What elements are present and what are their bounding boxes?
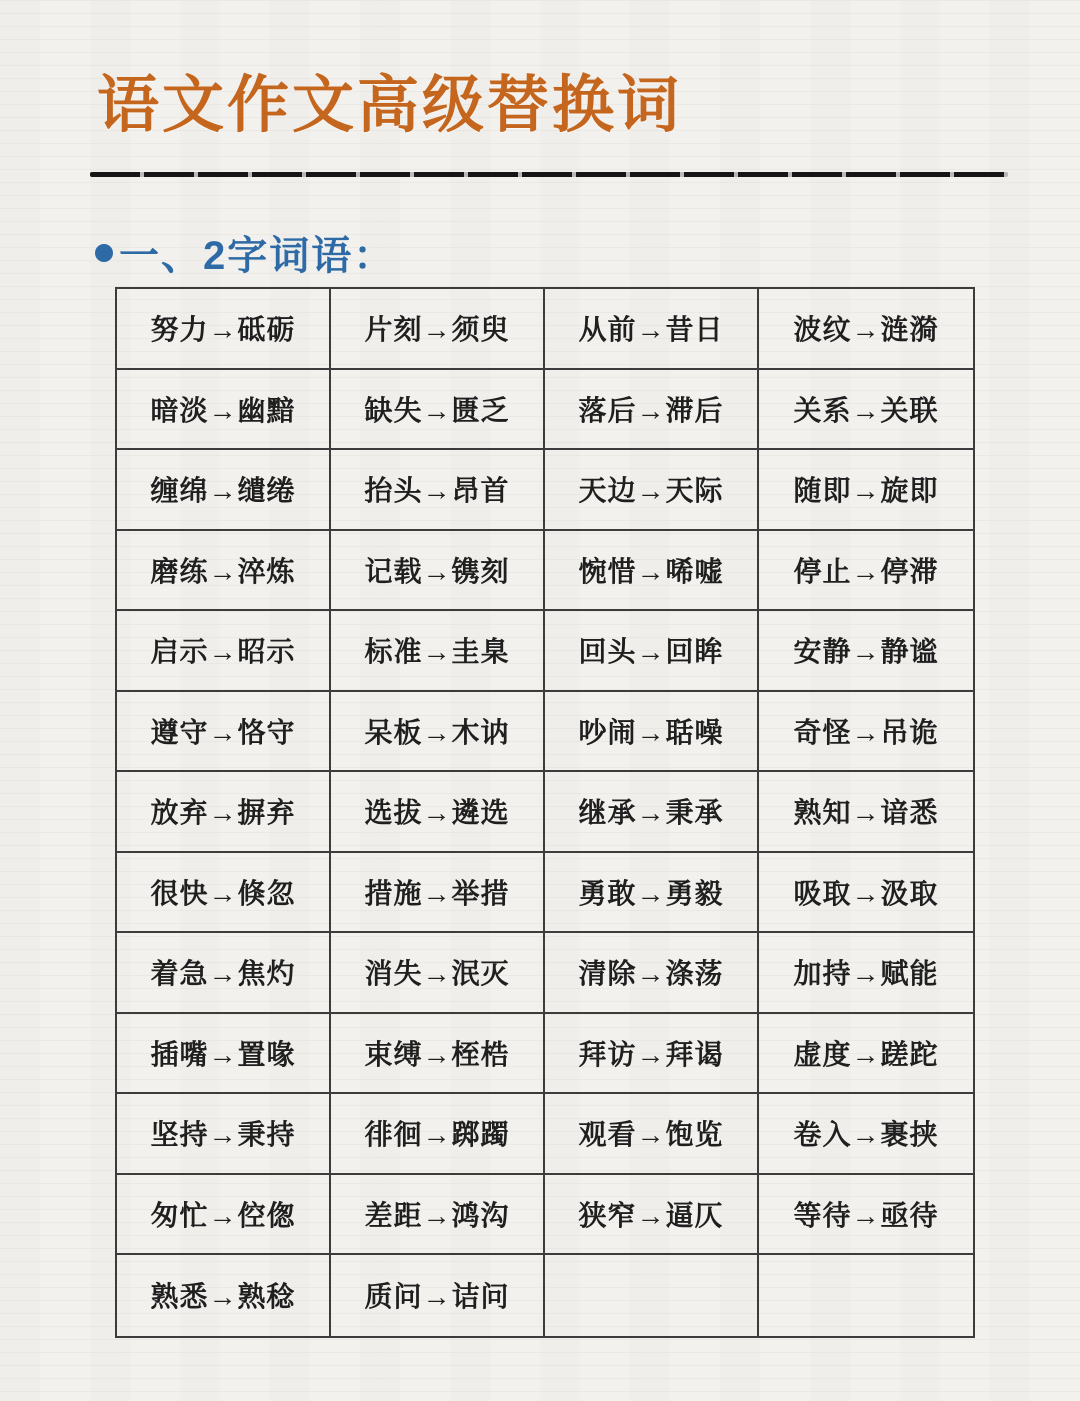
table-cell: 插嘴→置喙 xyxy=(117,1014,331,1095)
table-cell: 缠绵→缱绻 xyxy=(117,450,331,531)
page-title: 语文作文高级替换词 xyxy=(97,71,683,140)
table-cell: 放弃→摒弃 xyxy=(117,772,331,853)
divider-line xyxy=(90,172,1008,177)
table-cell: 波纹→涟漪 xyxy=(759,289,973,370)
table-cell: 缺失→匮乏 xyxy=(331,370,545,451)
table-cell: 暗淡→幽黯 xyxy=(117,370,331,451)
table-cell: 虚度→蹉跎 xyxy=(759,1014,973,1095)
table-cell: 措施→举措 xyxy=(331,853,545,934)
table-cell: 停止→停滞 xyxy=(759,531,973,612)
table-cell: 清除→涤荡 xyxy=(545,933,759,1014)
table-cell: 标准→圭臬 xyxy=(331,611,545,692)
table-cell: 差距→鸿沟 xyxy=(331,1175,545,1256)
table-cell: 天边→天际 xyxy=(545,450,759,531)
table-cell: 片刻→须臾 xyxy=(331,289,545,370)
table-cell: 熟知→谙悉 xyxy=(759,772,973,853)
table-cell: 等待→亟待 xyxy=(759,1175,973,1256)
table-cell: 勇敢→勇毅 xyxy=(545,853,759,934)
section-heading xyxy=(95,224,395,281)
table-cell: 呆板→木讷 xyxy=(331,692,545,773)
table-cell: 很快→倏忽 xyxy=(117,853,331,934)
table-cell: 落后→滞后 xyxy=(545,370,759,451)
table-cell: 遵守→恪守 xyxy=(117,692,331,773)
table-cell: 选拔→遴选 xyxy=(331,772,545,853)
table-cell xyxy=(759,1255,973,1336)
table-cell: 消失→泯灭 xyxy=(331,933,545,1014)
table-cell: 束缚→桎梏 xyxy=(331,1014,545,1095)
table-cell: 磨练→淬炼 xyxy=(117,531,331,612)
replacement-words-table xyxy=(115,287,975,1338)
table-cell: 回头→回眸 xyxy=(545,611,759,692)
table-cell xyxy=(545,1255,759,1336)
table-cell: 质问→诘问 xyxy=(331,1255,545,1336)
table-cell: 匆忙→倥偬 xyxy=(117,1175,331,1256)
table-cell: 奇怪→吊诡 xyxy=(759,692,973,773)
table-cell: 观看→饱览 xyxy=(545,1094,759,1175)
section-heading-text: 一、2字词语： xyxy=(119,234,396,278)
table-cell: 随即→旋即 xyxy=(759,450,973,531)
table-cell: 启示→昭示 xyxy=(117,611,331,692)
table-cell: 抬头→昂首 xyxy=(331,450,545,531)
table-cell: 卷入→裹挟 xyxy=(759,1094,973,1175)
table-cell: 惋惜→唏嘘 xyxy=(545,531,759,612)
table-cell: 着急→焦灼 xyxy=(117,933,331,1014)
table-cell: 熟悉→熟稔 xyxy=(117,1255,331,1336)
table-cell: 记载→镌刻 xyxy=(331,531,545,612)
table-cell: 吵闹→聒噪 xyxy=(545,692,759,773)
table-cell: 加持→赋能 xyxy=(759,933,973,1014)
table-cell: 关系→关联 xyxy=(759,370,973,451)
table-cell: 拜访→拜谒 xyxy=(545,1014,759,1095)
table-cell: 坚持→秉持 xyxy=(117,1094,331,1175)
bullet-dot-icon xyxy=(95,244,113,262)
table-cell: 继承→秉承 xyxy=(545,772,759,853)
table-cell: 安静→静谧 xyxy=(759,611,973,692)
table-cell: 狭窄→逼仄 xyxy=(545,1175,759,1256)
table-cell: 努力→砥砺 xyxy=(117,289,331,370)
table-cell: 吸取→汲取 xyxy=(759,853,973,934)
table-cell: 徘徊→踯躅 xyxy=(331,1094,545,1175)
table-cell: 从前→昔日 xyxy=(545,289,759,370)
